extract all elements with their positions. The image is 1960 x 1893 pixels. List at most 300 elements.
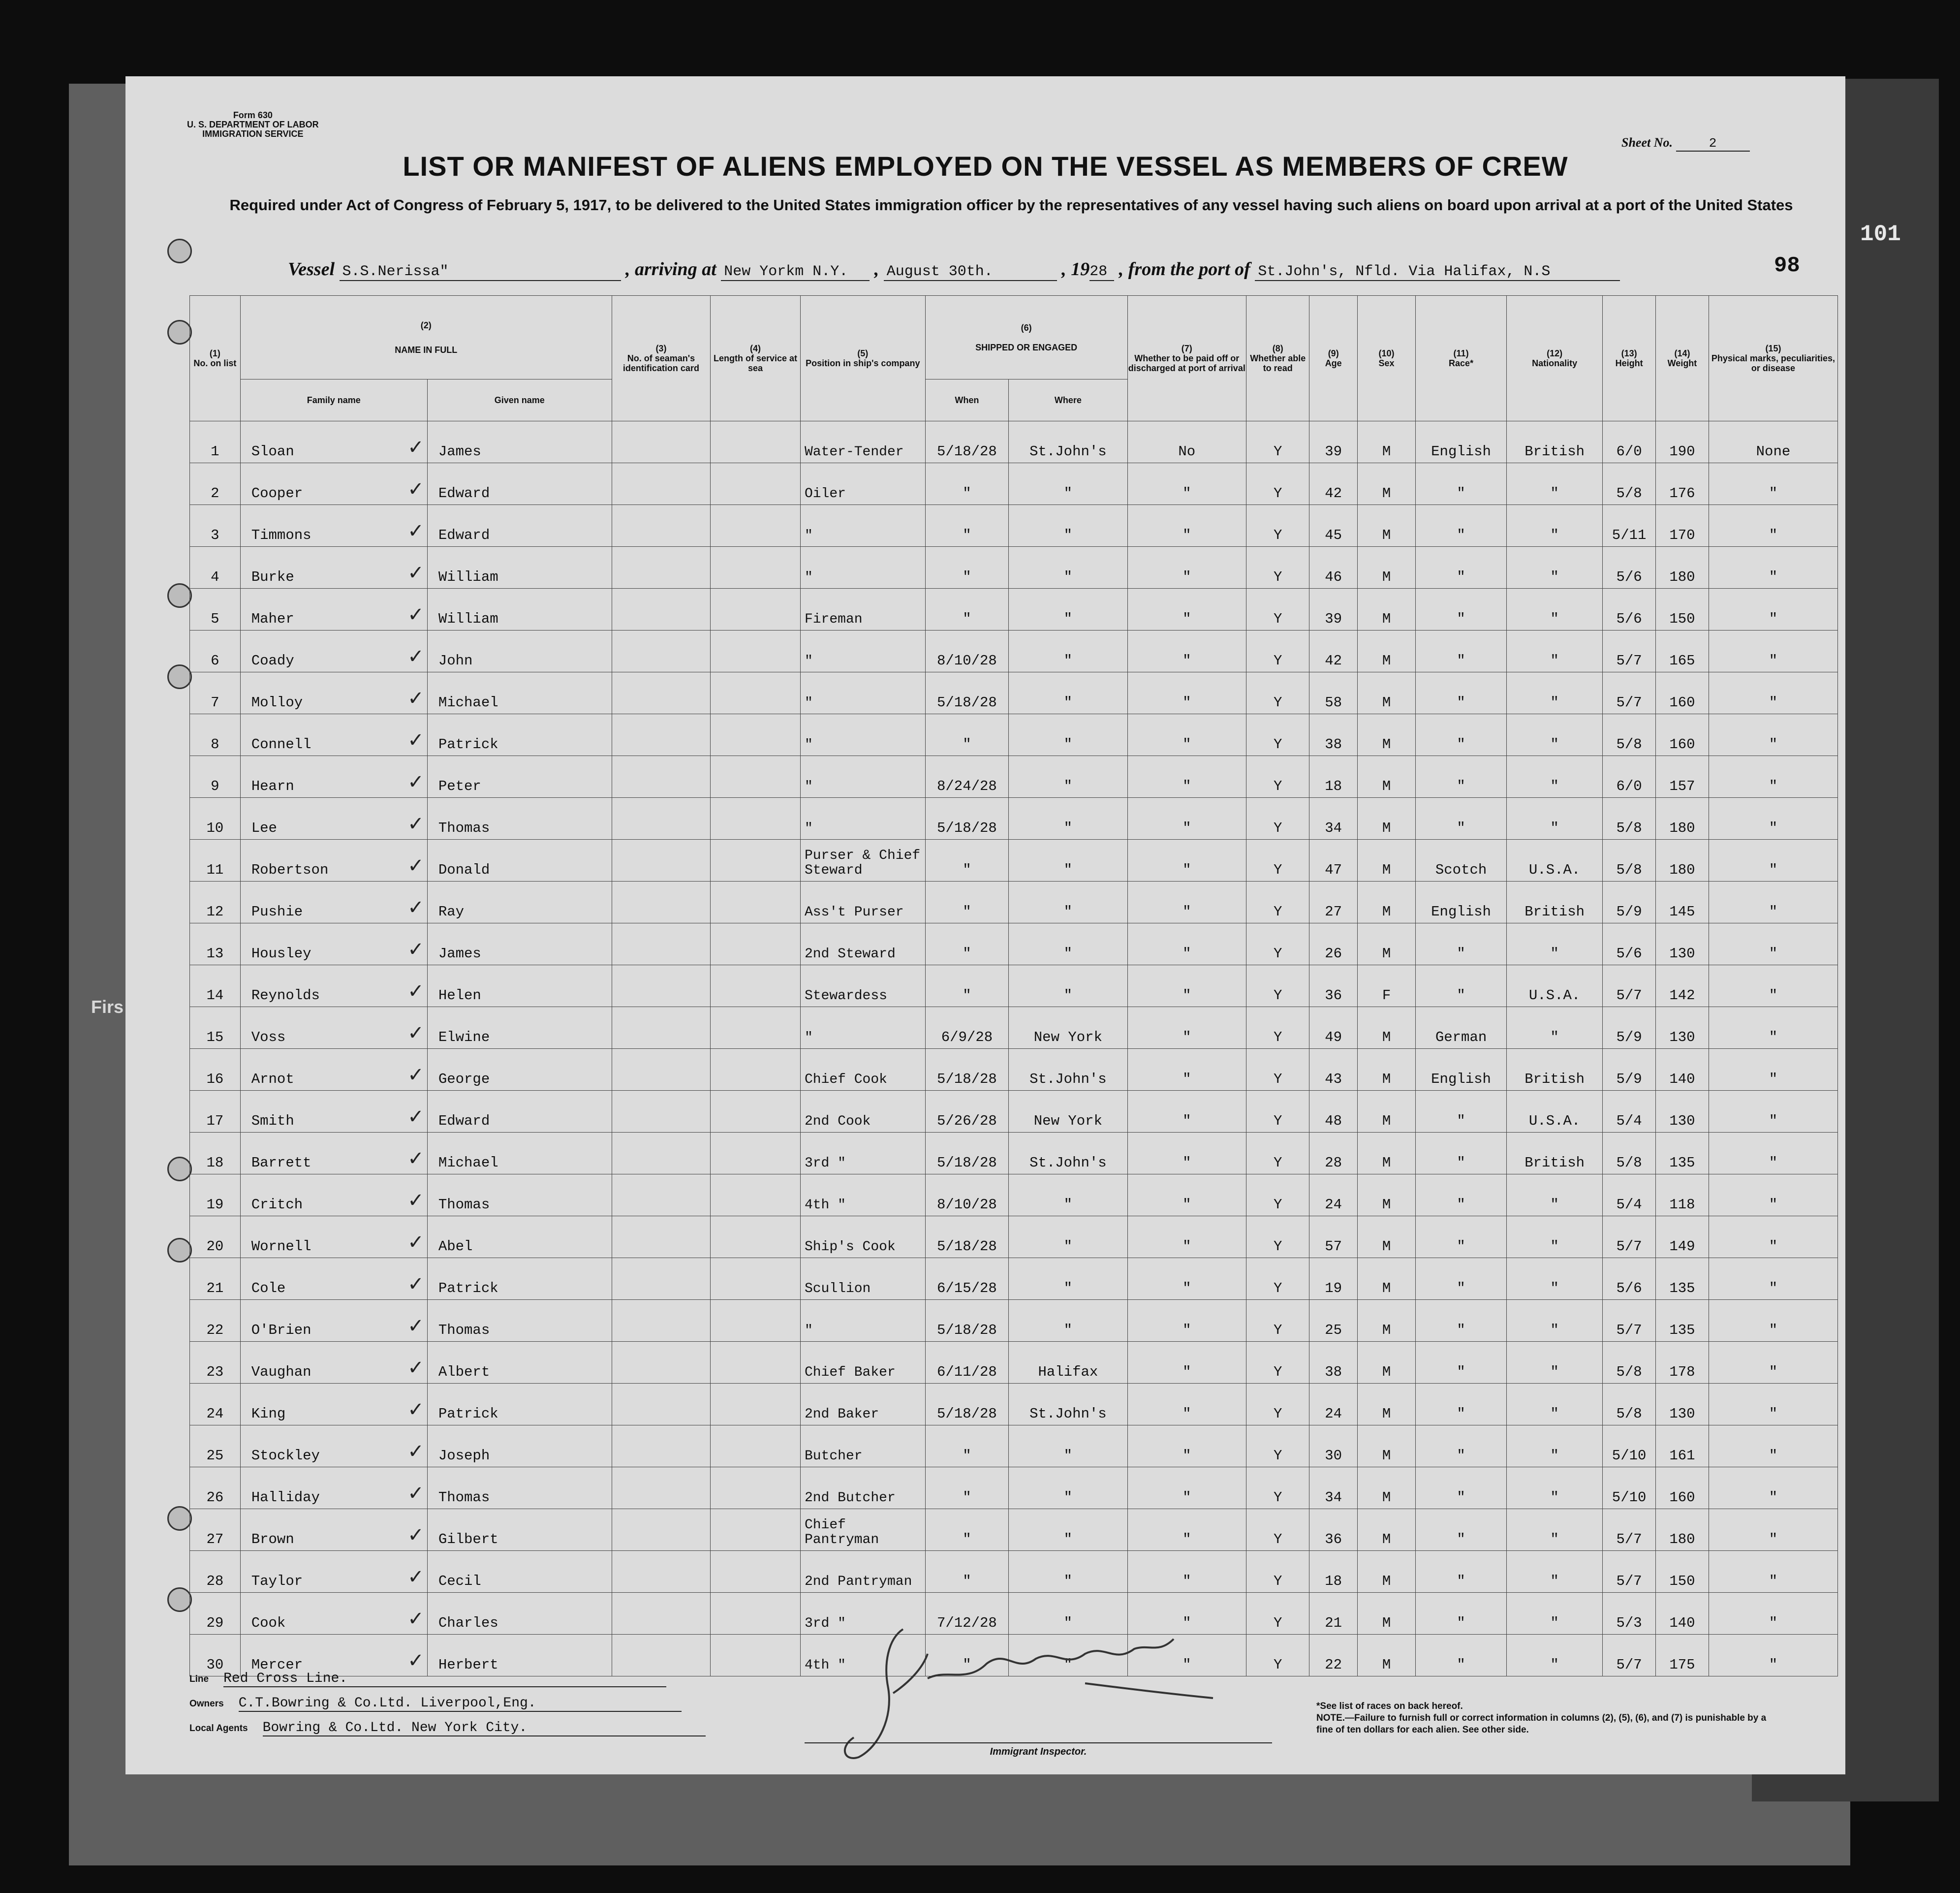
race: " — [1457, 1531, 1465, 1547]
able-to-read-cell — [1246, 505, 1309, 547]
paid-off: " — [1182, 1238, 1191, 1255]
given-name-cell — [427, 1258, 612, 1300]
paid-off: " — [1182, 485, 1191, 502]
table-row — [190, 840, 1838, 882]
physical-marks-cell — [1709, 1300, 1837, 1342]
row-number-cell — [190, 505, 241, 547]
sex: M — [1382, 1155, 1391, 1171]
family-name: Stockley — [251, 1448, 320, 1464]
given-name-cell — [427, 1384, 612, 1425]
physical-marks: " — [1769, 1448, 1778, 1464]
height-cell — [1603, 1216, 1656, 1258]
family-name: Cole — [251, 1280, 286, 1296]
col-id-header: (3) No. of seaman's identification card — [612, 296, 710, 421]
table-row — [190, 547, 1838, 589]
check-mark-icon: ✓ — [407, 1566, 424, 1588]
given-name-cell — [427, 1467, 612, 1509]
table-row — [190, 1133, 1838, 1174]
nationality-cell — [1507, 1300, 1603, 1342]
weight: 178 — [1669, 1364, 1695, 1380]
shipped-when-cell — [925, 1049, 1009, 1091]
family-name: Connell — [251, 736, 311, 753]
nationality: " — [1550, 653, 1559, 669]
page-subtitle: Required under Act of Congress of February 5, 1917, to be delivered to the United States immigration officer by the representatives of any vessel having such aliens on board upon arrival at a port of the United States — [229, 196, 1793, 214]
row-number: 12 — [206, 904, 224, 920]
row-number: 23 — [206, 1364, 224, 1380]
arriving-at: New Yorkm N.Y. — [721, 263, 870, 281]
shipped-when-cell — [925, 1007, 1009, 1049]
punch-hole — [167, 239, 192, 263]
age: 39 — [1325, 443, 1342, 460]
col-shipped-header: (6) SHIPPED OR ENGAGED — [925, 296, 1127, 379]
nationality: " — [1550, 485, 1559, 502]
nationality: British — [1524, 1155, 1585, 1171]
height: 5/7 — [1616, 1322, 1642, 1338]
shipped-when: 5/18/28 — [937, 1155, 997, 1171]
check-mark-icon: ✓ — [407, 729, 424, 752]
row-number-cell — [190, 965, 241, 1007]
able-to-read: Y — [1274, 1280, 1282, 1296]
shipped-where: " — [1063, 820, 1073, 836]
able-to-read-cell — [1246, 631, 1309, 672]
shipped-where: " — [1063, 946, 1073, 962]
page-title: LIST OR MANIFEST OF ALIENS EMPLOYED ON THE VESSEL AS MEMBERS OF CREW — [403, 151, 1568, 182]
height-cell — [1603, 463, 1656, 505]
paid-off-cell — [1127, 1007, 1246, 1049]
check-mark-icon: ✓ — [407, 1482, 424, 1505]
age-cell — [1309, 672, 1358, 714]
row-number-cell — [190, 1593, 241, 1635]
height: 5/8 — [1616, 820, 1642, 836]
height-cell — [1603, 1551, 1656, 1593]
race-cell — [1416, 756, 1507, 798]
row-number-cell — [190, 1216, 241, 1258]
shipped-when: " — [963, 736, 971, 753]
race: " — [1457, 569, 1465, 585]
family-name: Arnot — [251, 1071, 294, 1087]
weight-cell — [1656, 965, 1709, 1007]
able-to-read-cell — [1246, 1258, 1309, 1300]
physical-marks: " — [1769, 1573, 1778, 1589]
col-nationality-header: (12) Nationality — [1507, 296, 1603, 421]
family-name-cell — [240, 1216, 427, 1258]
shipped-where: " — [1063, 1489, 1073, 1506]
vessel-name: S.S.Nerissa" — [340, 263, 621, 281]
given-name: Herbert — [438, 1657, 498, 1673]
shipped-when: 7/12/28 — [937, 1615, 997, 1631]
height: 5/4 — [1616, 1113, 1642, 1129]
position-cell — [800, 1216, 925, 1258]
race-cell — [1416, 1467, 1507, 1509]
shipped-when-cell — [925, 965, 1009, 1007]
physical-marks: " — [1769, 1029, 1778, 1045]
given-name-cell — [427, 421, 612, 463]
paid-off: " — [1182, 904, 1191, 920]
shipped-where: " — [1063, 1322, 1073, 1338]
able-to-read: Y — [1274, 569, 1282, 585]
position-cell — [800, 798, 925, 840]
weight-cell — [1656, 923, 1709, 965]
able-to-read: Y — [1274, 1197, 1282, 1213]
service-length-cell — [711, 1049, 801, 1091]
id-card-cell — [612, 589, 710, 631]
nationality: U.S.A. — [1528, 862, 1581, 878]
position: " — [804, 1030, 813, 1045]
paid-off-cell — [1127, 798, 1246, 840]
position: Ass't Purser — [804, 905, 904, 920]
given-name: Helen — [438, 987, 481, 1004]
physical-marks: " — [1769, 778, 1778, 794]
shipped-where: St.John's — [1029, 443, 1107, 460]
height-cell — [1603, 1049, 1656, 1091]
given-name-cell — [427, 463, 612, 505]
check-mark-icon: ✓ — [407, 1231, 424, 1254]
shipped-where-cell — [1009, 1216, 1127, 1258]
shipped-when: 8/10/28 — [937, 1197, 997, 1213]
shipped-where: " — [1063, 485, 1073, 502]
race-cell — [1416, 714, 1507, 756]
given-name: Edward — [438, 1113, 490, 1129]
shipped-where: " — [1063, 1573, 1073, 1589]
row-number-cell — [190, 1551, 241, 1593]
punch-hole — [167, 1238, 192, 1262]
sex-cell — [1357, 463, 1415, 505]
position: Ship's Cook — [804, 1239, 896, 1255]
able-to-read: Y — [1274, 443, 1282, 460]
race-cell — [1416, 463, 1507, 505]
shipped-when-cell — [925, 505, 1009, 547]
sex-cell — [1357, 1091, 1415, 1133]
nationality-cell — [1507, 672, 1603, 714]
race: " — [1457, 1573, 1465, 1589]
shipped-where: " — [1063, 778, 1073, 794]
row-number: 18 — [206, 1155, 224, 1171]
col-read-header: (8) Whether able to read — [1246, 296, 1309, 421]
race: " — [1457, 778, 1465, 794]
height-cell — [1603, 798, 1656, 840]
paid-off: " — [1182, 1113, 1191, 1129]
shipped-when-cell — [925, 1300, 1009, 1342]
nationality-cell — [1507, 1091, 1603, 1133]
footer-fields — [189, 1671, 706, 1745]
height: 5/8 — [1616, 1406, 1642, 1422]
given-name: Albert — [438, 1364, 490, 1380]
paid-off: " — [1182, 862, 1191, 878]
row-number-cell — [190, 798, 241, 840]
shipped-when-cell — [925, 1509, 1009, 1551]
family-name-cell — [240, 1384, 427, 1425]
from-label: , from the port of — [1119, 259, 1250, 280]
able-to-read-cell — [1246, 965, 1309, 1007]
paid-off: " — [1182, 820, 1191, 836]
table-row — [190, 965, 1838, 1007]
age: 22 — [1325, 1657, 1342, 1673]
weight: 160 — [1669, 736, 1695, 753]
id-card-cell — [612, 714, 710, 756]
weight-cell — [1656, 631, 1709, 672]
table-row — [190, 589, 1838, 631]
shipped-where-cell — [1009, 1091, 1127, 1133]
physical-marks-cell — [1709, 1174, 1837, 1216]
race-cell — [1416, 547, 1507, 589]
given-name: William — [438, 611, 498, 627]
weight-cell — [1656, 798, 1709, 840]
agents-value: Bowring & Co.Ltd. New York City. — [263, 1720, 706, 1736]
check-mark-icon: ✓ — [407, 562, 424, 584]
family-name: Burke — [251, 569, 294, 585]
shipped-when: " — [963, 904, 971, 920]
position-cell — [800, 1258, 925, 1300]
service-length-cell — [711, 1258, 801, 1300]
id-card-cell — [612, 965, 710, 1007]
row-number: 6 — [211, 653, 219, 669]
age-cell — [1309, 1509, 1358, 1551]
shipped-where-cell — [1009, 547, 1127, 589]
row-number: 16 — [206, 1071, 224, 1087]
given-name: Edward — [438, 485, 490, 502]
race-cell — [1416, 840, 1507, 882]
weight: 170 — [1669, 527, 1695, 543]
service-length-cell — [711, 631, 801, 672]
race-cell — [1416, 1091, 1507, 1133]
footnotes — [1316, 1701, 1784, 1736]
able-to-read-cell — [1246, 798, 1309, 840]
paid-off-cell — [1127, 1258, 1246, 1300]
weight: 140 — [1669, 1615, 1695, 1631]
given-name-cell — [427, 1091, 612, 1133]
height: 5/7 — [1616, 1657, 1642, 1673]
race-cell — [1416, 1342, 1507, 1384]
race: " — [1457, 987, 1465, 1004]
shipped-where: " — [1063, 1531, 1073, 1547]
able-to-read: Y — [1274, 946, 1282, 962]
position-cell — [800, 965, 925, 1007]
id-card-cell — [612, 672, 710, 714]
height: 5/7 — [1616, 1573, 1642, 1589]
form-number: Form 630 — [233, 110, 273, 120]
paid-off-cell — [1127, 672, 1246, 714]
service-length-cell — [711, 1007, 801, 1049]
service-length-cell — [711, 1174, 801, 1216]
shipped-when: 6/9/28 — [941, 1029, 993, 1045]
able-to-read-cell — [1246, 1174, 1309, 1216]
row-number-cell — [190, 672, 241, 714]
shipped-where: " — [1063, 1448, 1073, 1464]
able-to-read-cell — [1246, 421, 1309, 463]
family-name: Wornell — [251, 1238, 311, 1255]
position: Oiler — [804, 486, 846, 502]
row-number: 27 — [206, 1531, 224, 1547]
weight-cell — [1656, 547, 1709, 589]
race-cell — [1416, 1007, 1507, 1049]
shipped-when: 8/24/28 — [937, 778, 997, 794]
id-card-cell — [612, 798, 710, 840]
able-to-read-cell — [1246, 672, 1309, 714]
age-cell — [1309, 1007, 1358, 1049]
paid-off-cell — [1127, 1049, 1246, 1091]
row-number: 9 — [211, 778, 219, 794]
service-length-cell — [711, 840, 801, 882]
shipped-when: " — [963, 987, 971, 1004]
height: 5/8 — [1616, 1364, 1642, 1380]
id-card-cell — [612, 1007, 710, 1049]
physical-marks-cell — [1709, 672, 1837, 714]
id-card-cell — [612, 1258, 710, 1300]
physical-marks-cell — [1709, 1216, 1837, 1258]
check-mark-icon: ✓ — [407, 1105, 424, 1128]
nationality-cell — [1507, 923, 1603, 965]
arrival-year: 28 — [1089, 263, 1114, 281]
physical-marks-cell — [1709, 1467, 1837, 1509]
weight-cell — [1656, 1425, 1709, 1467]
weight: 180 — [1669, 569, 1695, 585]
shipped-when: 5/18/28 — [937, 1238, 997, 1255]
shipped-when: " — [963, 1489, 971, 1506]
family-name: Halliday — [251, 1489, 320, 1506]
col-height-header: (13) Height — [1603, 296, 1656, 421]
check-mark-icon: ✓ — [407, 1022, 424, 1044]
nationality-cell — [1507, 1384, 1603, 1425]
age-cell — [1309, 840, 1358, 882]
given-name: James — [438, 946, 481, 962]
sex-cell — [1357, 505, 1415, 547]
nationality-cell — [1507, 1635, 1603, 1676]
sex: M — [1382, 1489, 1391, 1506]
position-cell — [800, 1509, 925, 1551]
family-name: Reynolds — [251, 987, 320, 1004]
shipped-when-cell — [925, 631, 1009, 672]
able-to-read: Y — [1274, 1448, 1282, 1464]
able-to-read-cell — [1246, 1551, 1309, 1593]
position: " — [804, 695, 813, 711]
shipped-where-cell — [1009, 1258, 1127, 1300]
age-cell — [1309, 1384, 1358, 1425]
paid-off: " — [1182, 1280, 1191, 1296]
nationality-cell — [1507, 463, 1603, 505]
sex: M — [1382, 1113, 1391, 1129]
sex: M — [1382, 1280, 1391, 1296]
height: 5/6 — [1616, 946, 1642, 962]
race: " — [1457, 1197, 1465, 1213]
nationality: British — [1524, 1071, 1585, 1087]
sex-cell — [1357, 1049, 1415, 1091]
shipped-where-cell — [1009, 1007, 1127, 1049]
family-name-cell — [240, 1258, 427, 1300]
arrival-date: August 30th. — [884, 263, 1057, 281]
nationality-cell — [1507, 1174, 1603, 1216]
physical-marks: " — [1769, 485, 1778, 502]
weight-cell — [1656, 589, 1709, 631]
paid-off-cell — [1127, 965, 1246, 1007]
given-name-cell — [427, 798, 612, 840]
family-name: Smith — [251, 1113, 294, 1129]
able-to-read: Y — [1274, 527, 1282, 543]
col-length-header: (4) Length of service at sea — [711, 296, 801, 421]
family-name-cell — [240, 1300, 427, 1342]
inspector-label: Immigrant Inspector. — [805, 1742, 1272, 1758]
shipped-when-cell — [925, 672, 1009, 714]
id-card-cell — [612, 1467, 710, 1509]
shipped-where-cell — [1009, 840, 1127, 882]
sex-cell — [1357, 1216, 1415, 1258]
age: 42 — [1325, 485, 1342, 502]
weight: 135 — [1669, 1280, 1695, 1296]
shipped-where-cell — [1009, 965, 1127, 1007]
table-row — [190, 1342, 1838, 1384]
service-length-cell — [711, 1425, 801, 1467]
physical-marks: " — [1769, 1364, 1778, 1380]
height: 5/11 — [1612, 527, 1647, 543]
family-name-cell — [240, 798, 427, 840]
shipped-when-cell — [925, 1342, 1009, 1384]
nationality-cell — [1507, 505, 1603, 547]
shipped-when: 6/15/28 — [937, 1280, 997, 1296]
age: 26 — [1325, 946, 1342, 962]
col-age-header: (9) Age — [1309, 296, 1358, 421]
table-row — [190, 1300, 1838, 1342]
paid-off: " — [1182, 1029, 1191, 1045]
shipped-when: 5/18/28 — [937, 820, 997, 836]
height-cell — [1603, 965, 1656, 1007]
able-to-read-cell — [1246, 756, 1309, 798]
shipped-where: " — [1063, 862, 1073, 878]
position: Butcher — [804, 1449, 863, 1464]
shipped-where-cell — [1009, 672, 1127, 714]
sex-cell — [1357, 672, 1415, 714]
age-cell — [1309, 714, 1358, 756]
given-name-cell — [427, 1007, 612, 1049]
nationality: British — [1524, 904, 1585, 920]
nationality-cell — [1507, 965, 1603, 1007]
shipped-where: Halifax — [1038, 1364, 1098, 1380]
col-paid-header: (7) Whether to be paid off or discharged at port of arrival — [1127, 296, 1246, 421]
given-name: Thomas — [438, 1322, 490, 1338]
position-cell — [800, 1133, 925, 1174]
row-number: 20 — [206, 1238, 224, 1255]
sex: M — [1382, 736, 1391, 753]
nationality-cell — [1507, 1551, 1603, 1593]
able-to-read-cell — [1246, 1425, 1309, 1467]
id-card-cell — [612, 1551, 710, 1593]
paid-off-cell — [1127, 631, 1246, 672]
service-length-cell — [711, 1091, 801, 1133]
form-number-block — [187, 111, 319, 139]
shipped-where-cell — [1009, 756, 1127, 798]
family-name: Taylor — [251, 1573, 303, 1589]
row-number: 28 — [206, 1573, 224, 1589]
position: 2nd Steward — [804, 946, 896, 962]
physical-marks-cell — [1709, 798, 1837, 840]
sex-cell — [1357, 965, 1415, 1007]
row-number-cell — [190, 1425, 241, 1467]
age-cell — [1309, 798, 1358, 840]
shipped-where-cell — [1009, 463, 1127, 505]
nationality-cell — [1507, 547, 1603, 589]
weight: 130 — [1669, 1029, 1695, 1045]
given-name-cell — [427, 672, 612, 714]
weight: 175 — [1669, 1657, 1695, 1673]
height: 5/3 — [1616, 1615, 1642, 1631]
paid-off-cell — [1127, 840, 1246, 882]
id-card-cell — [612, 1174, 710, 1216]
shipped-when-cell — [925, 589, 1009, 631]
height: 5/7 — [1616, 1238, 1642, 1255]
weight-cell — [1656, 1007, 1709, 1049]
sex: M — [1382, 1238, 1391, 1255]
height-cell — [1603, 1174, 1656, 1216]
shipped-where: " — [1063, 569, 1073, 585]
given-name-cell — [427, 505, 612, 547]
